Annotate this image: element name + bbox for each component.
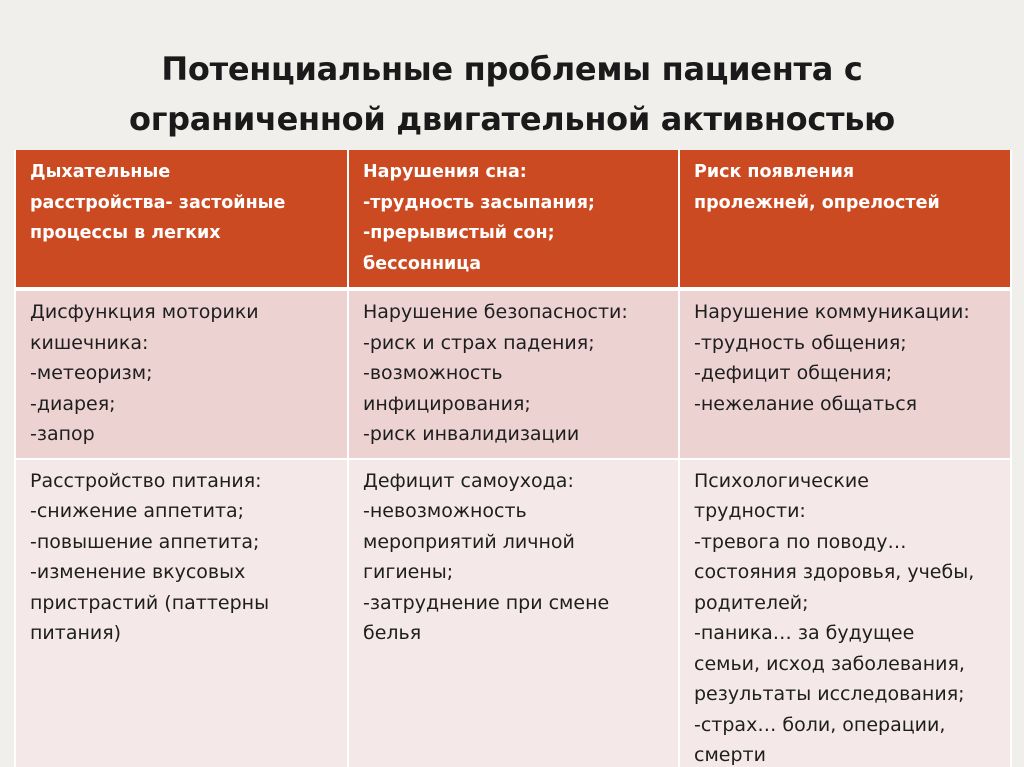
cell-line: -метеоризм; xyxy=(30,362,153,384)
cell-bowel-motility xyxy=(15,289,348,459)
cell-self-care xyxy=(348,459,679,767)
cell-line: результаты исследования; xyxy=(694,683,965,705)
table-row xyxy=(15,459,1011,767)
cell-line: питания) xyxy=(30,622,122,644)
cell-line: родителей; xyxy=(694,591,809,614)
cell-line: состояния здоровья, учебы, xyxy=(694,561,975,583)
cell-line: -изменение вкусовых xyxy=(30,561,246,583)
cell-nutrition xyxy=(15,459,348,767)
cell-line: гигиены; xyxy=(363,561,454,583)
cell-line: Дефицит самоухода: xyxy=(363,469,574,492)
cell-line: -тревога по поводу… xyxy=(694,530,907,553)
cell-line: -возможность xyxy=(363,362,503,384)
cell-line: семьи, исход заболевания, xyxy=(694,652,965,675)
cell-line: бессонница xyxy=(363,253,482,274)
cell-line: Психологические xyxy=(694,469,869,492)
cell-line: -дефицит общения; xyxy=(694,362,893,384)
cell-line: -диарея; xyxy=(30,392,116,415)
cell-psychological xyxy=(679,459,1011,767)
slide-title-line-2: ограниченной двигательной активностью xyxy=(129,100,895,138)
cell-communication xyxy=(679,289,1011,459)
cell-line: расстройства- застойные xyxy=(30,192,286,213)
header-cell-respiratory xyxy=(15,150,348,289)
slide-title-line-1: Потенциальные проблемы пациента с xyxy=(161,50,863,88)
slide-title xyxy=(0,44,1024,144)
header-cell-sleep xyxy=(348,150,679,289)
cell-line: -риск инвалидизации xyxy=(363,423,580,445)
cell-line: инфицирования; xyxy=(363,392,531,415)
cell-line: кишечника: xyxy=(30,331,149,354)
cell-line: -страх… боли, операции, xyxy=(694,713,946,736)
cell-line: -снижение аппетита; xyxy=(30,500,245,522)
cell-line: -затруднение при смене xyxy=(363,591,610,614)
cell-line: -прерывистый сон; xyxy=(363,223,555,243)
cell-line: -трудность общения; xyxy=(694,331,907,354)
cell-line: -невозможность xyxy=(363,500,527,522)
cell-line: -паника… за будущее xyxy=(694,622,915,644)
cell-line: -трудность засыпания; xyxy=(363,192,595,213)
cell-line: процессы в легких xyxy=(30,223,221,243)
cell-line: мероприятий личной xyxy=(363,530,575,553)
cell-line: Нарушения сна: xyxy=(363,162,527,182)
cell-line: белья xyxy=(363,622,422,644)
cell-line: -нежелание общаться xyxy=(694,392,918,415)
cell-line: Риск появления xyxy=(694,162,855,182)
cell-line: Нарушение коммуникации: xyxy=(694,301,970,323)
cell-line: -запор xyxy=(30,423,95,445)
cell-line: -повышение аппетита; xyxy=(30,530,260,553)
header-cell-bedsores xyxy=(679,150,1011,289)
cell-line: смерти xyxy=(694,744,766,766)
cell-line: трудности: xyxy=(694,500,806,522)
cell-line: Нарушение безопасности: xyxy=(363,301,628,323)
cell-line: -риск и страх падения; xyxy=(363,331,595,354)
problems-table xyxy=(14,150,1012,767)
cell-line: пролежней, опрелостей xyxy=(694,192,940,213)
cell-line: Дисфункция моторики xyxy=(30,301,259,323)
table-row xyxy=(15,289,1011,459)
cell-line: Дыхательные xyxy=(30,162,171,182)
cell-line: пристрастий (паттерны xyxy=(30,591,270,614)
cell-line: Расстройство питания: xyxy=(30,469,262,492)
cell-safety xyxy=(348,289,679,459)
table-header-row xyxy=(15,150,1011,289)
